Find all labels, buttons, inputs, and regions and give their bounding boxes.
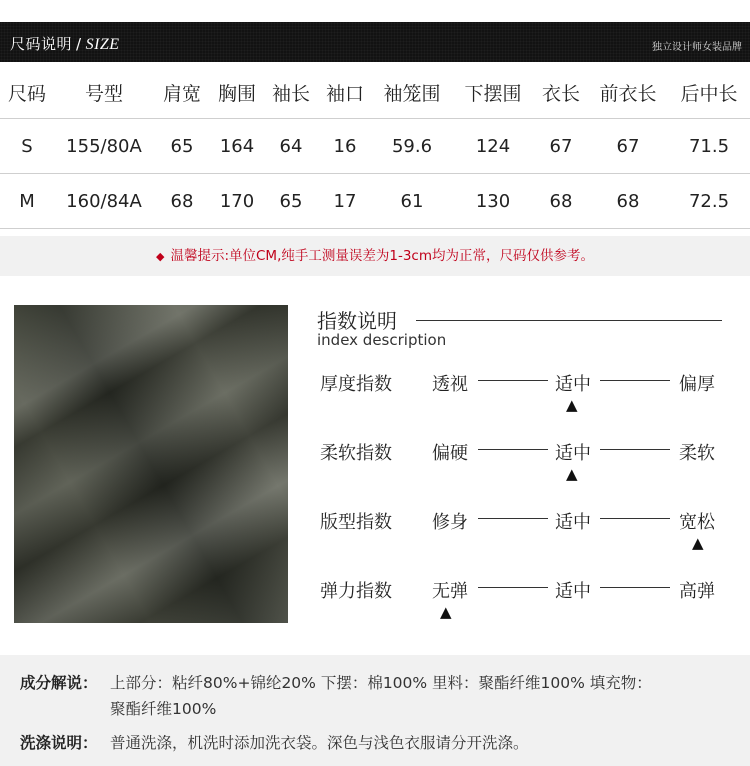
index-title-rule [416,320,722,321]
table-cell: 124 [452,119,534,174]
table-cell: 72.5 [668,174,750,229]
table-cell: 59.6 [372,119,452,174]
index-label: 版型指数 [320,512,392,533]
column-header: 下摆围 [452,66,534,119]
title-cn: 尺码说明 [10,35,73,53]
table-cell: 68 [534,174,588,229]
table-cell: 68 [154,174,210,229]
index-left-option: 修身 [432,512,468,533]
table-row [0,174,750,229]
index-left-option: 无弹 [432,581,468,602]
index-title: 指数说明 [317,309,397,333]
table-cell: 155/80A [54,119,154,174]
table-cell: S [0,119,54,174]
section-title [10,33,120,54]
fabric-swatch-image [14,305,288,623]
index-mid-option: 适中 [555,443,591,464]
index-scale-line [600,449,670,450]
index-label: 弹力指数 [320,581,392,602]
table-header-row [0,66,750,119]
index-mid-option: 适中 [555,512,591,533]
index-scale-line [478,449,548,450]
table-cell: 164 [210,119,264,174]
index-label: 柔软指数 [320,443,392,464]
table-cell: 67 [588,119,668,174]
table-cell: M [0,174,54,229]
composition-label: 成分解说： [20,674,98,692]
selection-marker-icon: ▲ [566,396,578,414]
column-header: 胸围 [210,66,264,119]
index-scale-line [600,587,670,588]
index-label: 厚度指数 [320,374,392,395]
table-row [0,119,750,174]
index-scale-line [478,518,548,519]
index-left-option: 透视 [432,374,468,395]
column-header: 前衣长 [588,66,668,119]
size-table [0,66,750,229]
composition-text-line1: 上部分：粘纤80%+锦纶20% 下摆：棉100% 里料：聚酯纤维100% 填充物： [110,674,652,692]
table-cell: 71.5 [668,119,750,174]
index-right-option: 高弹 [679,581,715,602]
column-header: 衣长 [534,66,588,119]
table-cell: 160/84A [54,174,154,229]
size-header-bar [0,22,750,62]
index-scale-line [600,380,670,381]
index-subtitle: index description [317,331,447,349]
table-cell: 170 [210,174,264,229]
column-header: 号型 [54,66,154,119]
washing-label: 洗涤说明： [20,734,98,752]
selection-marker-icon: ▲ [692,534,704,552]
index-mid-option: 适中 [555,374,591,395]
column-header: 尺码 [0,66,54,119]
table-cell: 65 [154,119,210,174]
index-mid-option: 适中 [555,581,591,602]
column-header: 后中长 [668,66,750,119]
selection-marker-icon: ▲ [440,603,452,621]
column-header: 袖口 [318,66,372,119]
diamond-icon: ◆ [155,250,165,263]
index-scale-line [478,380,548,381]
index-left-option: 偏硬 [432,443,468,464]
size-notice [0,236,750,276]
title-en: SIZE [85,36,120,53]
index-scale-line [600,518,670,519]
brand-tagline: 独立设计师女装品牌 [652,42,742,53]
table-cell: 64 [264,119,318,174]
washing-text: 普通洗涤，机洗时添加洗衣袋。深色与浅色衣服请分开洗涤。 [110,734,529,752]
table-cell: 130 [452,174,534,229]
column-header: 袖长 [264,66,318,119]
column-header: 袖笼围 [372,66,452,119]
column-header: 肩宽 [154,66,210,119]
product-info-footer [0,655,750,766]
notice-text: 温馨提示:单位CM,纯手工测量误差为1-3cm均为正常，尺码仅供参考。 [170,248,594,264]
selection-marker-icon: ▲ [566,465,578,483]
table-cell: 17 [318,174,372,229]
index-right-option: 偏厚 [679,374,715,395]
table-cell: 16 [318,119,372,174]
title-separator: / [76,35,82,53]
table-cell: 67 [534,119,588,174]
composition-text-line2: 聚酯纤维100% [110,700,217,718]
index-right-option: 柔软 [679,443,715,464]
table-cell: 68 [588,174,668,229]
table-cell: 65 [264,174,318,229]
index-scale-line [478,587,548,588]
index-right-option: 宽松 [679,512,715,533]
table-cell: 61 [372,174,452,229]
